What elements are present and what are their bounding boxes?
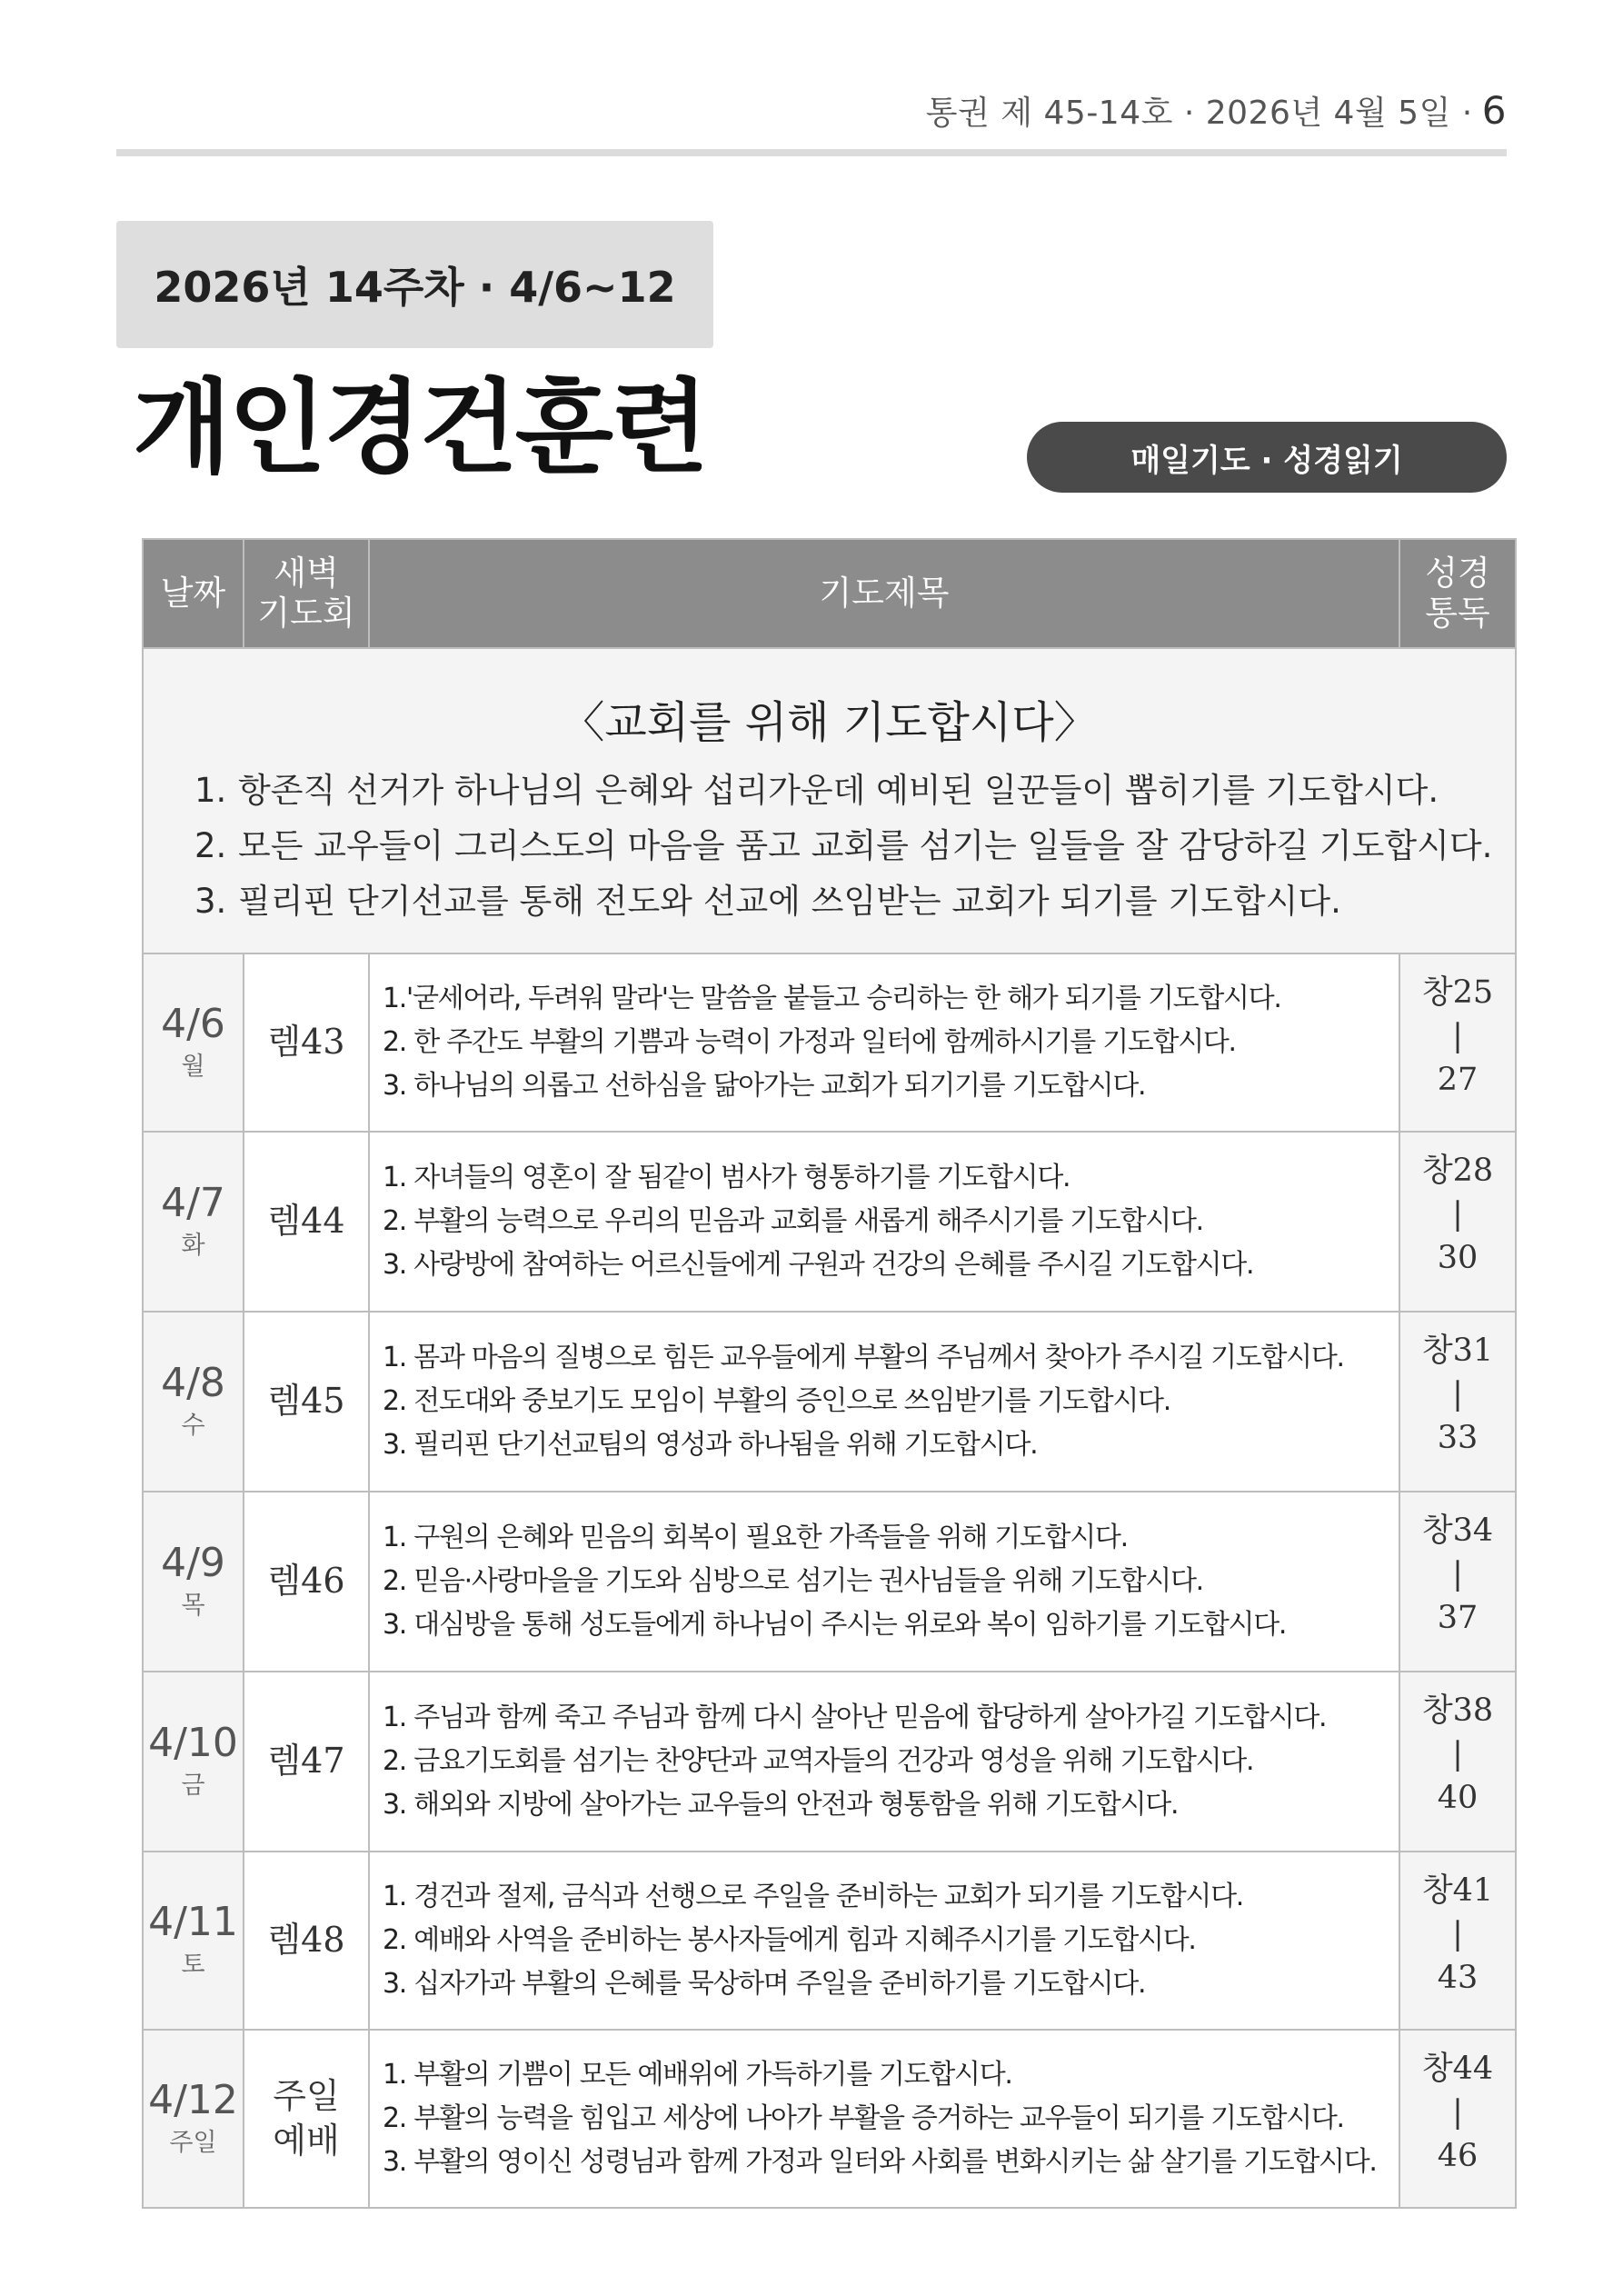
- day-row-4-10: [143, 1672, 1516, 1852]
- theme-item-text: 항존직 선거가 하나님의 은혜와 섭리가운데 예비된 일꾼들이 뽑히기를 기도합시다.: [238, 771, 1439, 810]
- prayer-item: 3. 필리핀 단기선교팀의 영성과 하나됨을 위해 기도합시다.: [383, 1429, 1038, 1461]
- date-value: 4/10: [148, 1720, 238, 1767]
- reading-end: 33: [1437, 1420, 1479, 1456]
- prayer-item: 1. 몸과 마음의 질병으로 힘든 교우들에게 부활의 주님께서 찾아가 주시길 기도합시다.: [383, 1342, 1344, 1373]
- prayer-item: 1. 자녀들의 영혼이 잘 됨같이 범사가 형통하기를 기도합시다.: [383, 1162, 1070, 1193]
- day-row-4-11: [143, 1852, 1516, 2030]
- dawn-prayer-cell: 렘46: [244, 1492, 369, 1672]
- reading-end: 30: [1437, 1240, 1479, 1276]
- reading-separator: |: [1452, 1376, 1463, 1413]
- day-row-4-7: [143, 1132, 1516, 1312]
- reading-separator: |: [1452, 1196, 1463, 1233]
- prayer-item: 2. 부활의 능력으로 우리의 믿음과 교회를 새롭게 해주시기를 기도합시다.: [383, 1205, 1203, 1237]
- prayer-item: 3. 대심방을 통해 성도들에게 하나님이 주시는 위로와 복이 임하기를 기도합시다.: [383, 1609, 1287, 1641]
- header-dawn-line1: 새벽: [274, 553, 339, 593]
- theme-item-text: 모든 교우들이 그리스도의 마음을 품고 교회를 섬기는 일들을 잘 감당하길 기도합시다.: [238, 826, 1493, 865]
- issue-header: [926, 87, 1507, 134]
- date-value: 4/9: [161, 1540, 225, 1587]
- reading-separator: |: [1452, 2094, 1463, 2131]
- date-value: 4/11: [148, 1899, 238, 1946]
- dawn-prayer-cell: [244, 2030, 369, 2208]
- theme-item-number: 2.: [194, 826, 227, 865]
- date-value: 4/12: [148, 2077, 238, 2124]
- weekday-label: 목: [181, 1592, 205, 1621]
- header-reading: [1399, 539, 1516, 648]
- date-cell: [143, 1852, 244, 2030]
- day-row-4-9: [143, 1492, 1516, 1672]
- page-number: 6: [1481, 88, 1507, 133]
- date-cell: [143, 1492, 244, 1672]
- reading-start: 창31: [1421, 1333, 1494, 1369]
- dawn-prayer-cell: 렘47: [244, 1672, 369, 1852]
- reading-start: 창25: [1421, 974, 1494, 1011]
- theme-item-number: 3.: [194, 882, 227, 921]
- bible-reading-cell: [1399, 1672, 1516, 1852]
- prayer-item: 2. 부활의 능력을 힘입고 세상에 나아가 부활을 증거하는 교우들이 되기를 기도합시다.: [383, 2102, 1344, 2134]
- reading-end: 37: [1437, 1600, 1479, 1636]
- bible-reading-cell: [1399, 1312, 1516, 1492]
- prayer-item: 3. 해외와 지방에 살아가는 교우들의 안전과 형통함을 위해 기도합시다.: [383, 1789, 1179, 1821]
- date-value: 4/8: [161, 1360, 225, 1407]
- date-cell: [143, 2030, 244, 2208]
- table-header-row: [143, 539, 1516, 648]
- reading-end: 27: [1437, 1062, 1479, 1098]
- day-row-4-8: [143, 1312, 1516, 1492]
- theme-item: [194, 873, 1515, 929]
- prayer-items-cell: [369, 1672, 1399, 1852]
- prayer-items-cell: [369, 1852, 1399, 2030]
- weekday-label: 화: [181, 1232, 205, 1261]
- reading-end: 43: [1437, 1960, 1479, 1996]
- dawn-prayer-cell: 렘44: [244, 1132, 369, 1312]
- header-date: 날짜: [143, 539, 244, 648]
- header-topic: 기도제목: [369, 539, 1399, 648]
- issue-info: 통권 제 45-14호 · 2026년 4월 5일 ·: [925, 95, 1473, 132]
- reading-separator: |: [1452, 1556, 1463, 1592]
- reading-end: 46: [1437, 2138, 1479, 2174]
- weekday-label: 토: [181, 1951, 205, 1980]
- date-cell: [143, 953, 244, 1132]
- weekday-label: 수: [181, 1412, 205, 1441]
- reading-separator: |: [1452, 1736, 1463, 1772]
- bible-reading-cell: [1399, 1132, 1516, 1312]
- week-label: 2026년 14주차 · 4/6~12: [116, 221, 713, 348]
- weekday-label: 주일: [169, 2129, 217, 2158]
- prayer-item: 3. 사랑방에 참여하는 어르신들에게 구원과 건강의 은혜를 주시길 기도합시다.: [383, 1249, 1254, 1281]
- subtitle-badge: 매일기도 · 성경읽기: [1027, 422, 1507, 493]
- theme-title: 〈교회를 위해 기도합시다〉: [561, 697, 1098, 748]
- prayer-items-cell: [369, 1312, 1399, 1492]
- bible-reading-cell: [1399, 953, 1516, 1132]
- prayer-item: 2. 믿음·사랑마을을 기도와 심방으로 섬기는 권사님들을 위해 기도합시다.: [383, 1565, 1203, 1597]
- header-reading-line2: 통독: [1425, 594, 1490, 633]
- dawn-prayer-cell: 렘45: [244, 1312, 369, 1492]
- reading-start: 창38: [1421, 1692, 1494, 1729]
- date-value: 4/6: [161, 1001, 225, 1048]
- bible-reading-cell: [1399, 1492, 1516, 1672]
- prayer-item: 1. 구원의 은혜와 믿음의 회복이 필요한 가족들을 위해 기도합시다.: [383, 1522, 1128, 1553]
- reading-separator: |: [1452, 1916, 1463, 1952]
- dawn-prayer-cell: 렘48: [244, 1852, 369, 2030]
- dawn-prayer-cell: 렘43: [244, 953, 369, 1132]
- theme-cell: [143, 648, 1516, 953]
- date-cell: [143, 1132, 244, 1312]
- prayer-item: 1. 주님과 함께 죽고 주님과 함께 다시 살아난 믿음에 합당하게 살아가길 기도합시다.: [383, 1702, 1327, 1733]
- prayer-items-cell: [369, 953, 1399, 1132]
- date-value: 4/7: [161, 1180, 225, 1227]
- reading-start: 창44: [1421, 2051, 1494, 2087]
- theme-item-number: 1.: [194, 771, 227, 810]
- prayer-item: 2. 금요기도회를 섬기는 찬양단과 교역자들의 건강과 영성을 위해 기도합시다.: [383, 1745, 1254, 1777]
- prayer-item: 2. 전도대와 중보기도 모임이 부활의 증인으로 쓰임받기를 기도합시다.: [383, 1385, 1170, 1417]
- bible-reading-cell: [1399, 2030, 1516, 2208]
- theme-item: [194, 818, 1515, 873]
- prayer-items-cell: [369, 1492, 1399, 1672]
- prayer-item: 1.'굳세어라, 두려워 말라'는 말씀을 붙들고 승리하는 한 해가 되기를 기도합시다.: [383, 983, 1281, 1014]
- theme-list: [144, 763, 1515, 929]
- date-cell: [143, 1672, 244, 1852]
- weekday-label: 금: [181, 1772, 205, 1801]
- header-dawn-line2: 기도회: [257, 594, 355, 633]
- dawn-line1: 주일: [273, 2075, 340, 2116]
- prayer-item: 1. 경건과 절제, 금식과 선행으로 주일을 준비하는 교회가 되기를 기도합시다.: [383, 1881, 1244, 1912]
- prayer-item: 1. 부활의 기쁨이 모든 예배위에 가득하기를 기도합시다.: [383, 2059, 1012, 2091]
- prayer-schedule-table: [142, 538, 1517, 2209]
- reading-start: 창28: [1421, 1153, 1494, 1189]
- prayer-items-cell: [369, 2030, 1399, 2208]
- theme-item-text: 필리핀 단기선교를 통해 전도와 선교에 쓰임받는 교회가 되기를 기도합시다.: [238, 882, 1341, 921]
- reading-start: 창34: [1421, 1512, 1494, 1549]
- prayer-item: 2. 한 주간도 부활의 기쁨과 능력이 가정과 일터에 함께하시기를 기도합시다.: [383, 1026, 1236, 1058]
- header-divider: [116, 149, 1507, 156]
- prayer-item: 3. 하나님의 의롭고 선하심을 닮아가는 교회가 되기기를 기도합시다.: [383, 1070, 1146, 1102]
- day-row-4-6: [143, 953, 1516, 1132]
- theme-row: [143, 648, 1516, 953]
- page-title: 개인경건훈련: [133, 369, 707, 487]
- reading-end: 40: [1437, 1780, 1479, 1816]
- prayer-item: 3. 부활의 영이신 성령님과 함께 가정과 일터와 사회를 변화시키는 삶 살기를 기도합시다.: [383, 2146, 1377, 2178]
- prayer-item: 3. 십자가과 부활의 은혜를 묵상하며 주일을 준비하기를 기도합시다.: [383, 1968, 1146, 2000]
- date-cell: [143, 1312, 244, 1492]
- dawn-line2: 예배: [273, 2121, 340, 2161]
- day-row-4-12: [143, 2030, 1516, 2208]
- reading-start: 창41: [1421, 1872, 1494, 1909]
- reading-separator: |: [1452, 1018, 1463, 1054]
- bible-reading-cell: [1399, 1852, 1516, 2030]
- prayer-item: 2. 예배와 사역을 준비하는 봉사자들에게 힘과 지혜주시기를 기도합시다.: [383, 1924, 1196, 1956]
- prayer-items-cell: [369, 1132, 1399, 1312]
- header-dawn: [244, 539, 369, 648]
- weekday-label: 월: [181, 1053, 205, 1082]
- theme-item: [194, 763, 1515, 818]
- header-reading-line1: 성경: [1425, 553, 1490, 593]
